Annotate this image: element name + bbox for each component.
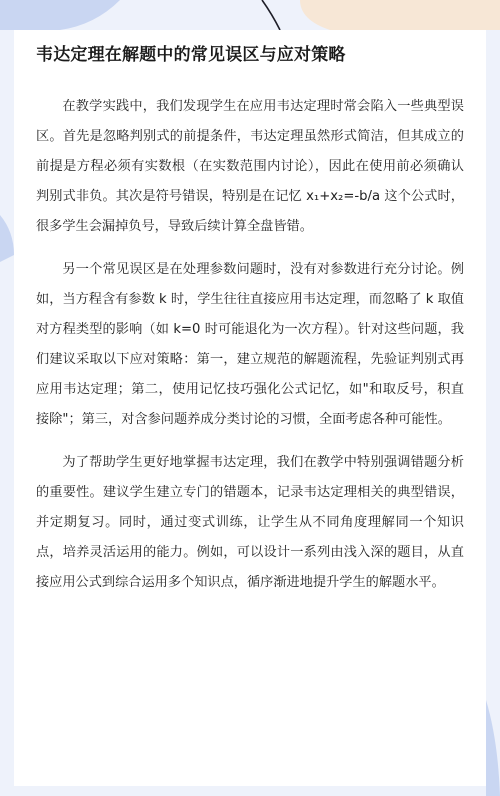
article-paragraph-3: 为了帮助学生更好地掌握韦达定理，我们在教学中特别强调错题分析的重要性。建议学生建立专门的错题本，记录韦达定理相关的典型错误，并定期复习。同时，通过变式训练，让学生从不同角度理解同一个知识点，培养灵活运用的能力。例如，可以设计一系列由浅入深的题目，从直接应用公式到综合运用多个知识点，循序渐进地提升学生的解题水平。: [36, 455, 464, 590]
article-card: [14, 30, 486, 786]
article-paragraph-1: 在教学实践中，我们发现学生在应用韦达定理时常会陷入一些典型误区。首先是忽略判别式的前提条件，韦达定理虽然形式简洁，但其成立的前提是方程必须有实数根（在实数范围内讨论），因此在使用前必须确认判别式非负。其次是符号错误，特别是在记忆 x₁+x₂=-b/a 这个公式时，很多学生会漏掉负号，导致后续计算全盘皆错。: [36, 99, 464, 234]
article-paragraph-2: 另一个常见误区是在处理参数问题时，没有对参数进行充分讨论。例如，当方程含有参数 k 时，学生往往直接应用韦达定理，而忽略了 k 取值对方程类型的影响（如 k=0 时可能退化为一次方程）。针对这些问题，我们建议采取以下应对策略：第一，建立规范的解题流程，先验证判别式再应用韦达定理；第二，使用记忆技巧强化公式记忆，如"和取反号，积直接除"；第三，对含参问题养成分类讨论的习惯，全面考虑各种可能性。: [36, 262, 464, 427]
top-swoosh-line: [262, 0, 280, 30]
article-title: 韦达定理在解题中的常见误区与应对策略: [36, 45, 346, 65]
bottom-right-blue-shape: [486, 700, 500, 796]
top-left-blue-shape: [0, 0, 120, 30]
top-right-peach-shape: [300, 0, 500, 30]
left-blue-blob: [0, 215, 14, 262]
